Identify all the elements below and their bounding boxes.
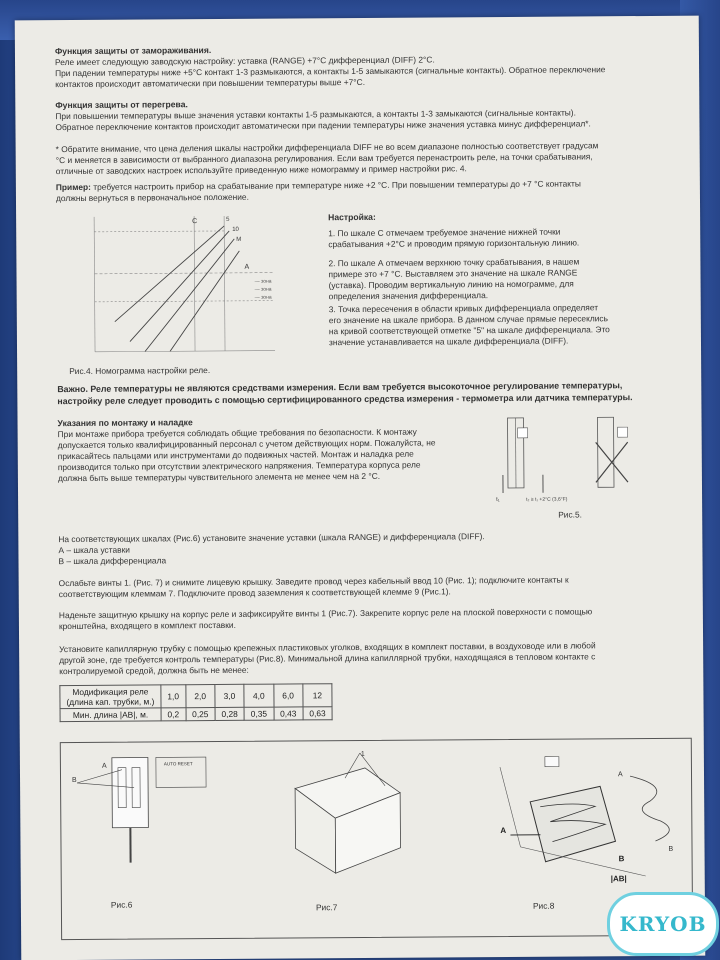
fig4-caption: Рис.4. Номограмма настройки реле.	[69, 365, 211, 377]
fig7-caption: Рис.7	[315, 902, 338, 913]
table-cell: 2,0	[185, 685, 214, 708]
mounting-title: Указания по монтажу и наладке	[57, 417, 193, 429]
table-cell: 0,63	[303, 707, 332, 720]
note-line: * Обратите внимание, что цена деления шкалы настройки дифференциала DIFF не во всем диапазоне полностью соответствует градусам	[55, 140, 599, 155]
capillary-line: Установите капиллярную трубку с помощью крепежных пластиковых уголков, входящих в комплект поставки, в воздуховоде или в любой	[59, 640, 596, 655]
instruction-sheet	[15, 16, 706, 960]
screws-line: соответствующим клеммам 7. Подключите провод заземления к соответствующей клемме 9 (Рис.1).	[58, 586, 451, 600]
fig6-caption: Рис.6	[110, 899, 133, 910]
setup-step2-line: (уставка). Проводим вертикальную линию на номограмме, для	[328, 278, 574, 291]
setup-step3-line: 3. Точка пересечения в области кривых дифференциала определяет	[328, 302, 599, 315]
capillary-line: контролируемой средой, должна быть не менее:	[59, 664, 249, 677]
mounting-figure	[487, 412, 658, 508]
section2-line: При повышении температуры выше значения уставки контакты 1-5 размыкаются, а контакты 1-3 замыкаются (сигнальные контакты).	[55, 107, 576, 122]
nomogram-curve-label: 5	[226, 216, 230, 223]
mounting-line: производится только при отсутствии электрического напряжения. Температура корпуса реле	[57, 459, 421, 473]
cover-line: Наденьте защитную крышку на корпус реле и зафиксируйте винты 1 (Рис.7). Закрепите корпус реле на плоской поверхности с помощью	[58, 606, 593, 621]
fig8-label-a: A	[500, 825, 507, 836]
note-line: °С и меняется в зависимости от выбранного диапазона регулирования. Если вам требуется перенастроить реле, на точки срабатывания,	[55, 151, 593, 166]
section1-line: Реле имеет следующую заводскую настройку: уставка (RANGE) +7°С дифференциал (DIFF) 2°С.	[54, 54, 435, 68]
section2-title: Функция защиты от перегрева.	[55, 99, 188, 111]
table-row	[60, 684, 332, 709]
note-line: отличные от заводских настроек используйте приведенную ниже номограмму и пример настройки рис. 4.	[55, 163, 467, 177]
table-cell: 3,0	[215, 684, 244, 707]
setup-step2-line: примере это +7 °С. Выставляем это значение на шкале RANGE	[328, 267, 578, 280]
important-line: Важно. Реле температуры не являются средствами измерения. Если вам требуется высокоточное регулирование температуры,	[57, 380, 623, 395]
fig8-label-ab: |AB|	[610, 874, 627, 884]
table-cell: 6,0	[273, 684, 302, 707]
table-header-label-line: Модификация реле	[72, 686, 149, 698]
capillary-line: другой зоне, где требуется контроль температуры (Рис.8). Минимальной длина капиллярной трубки, находящаяся в тепловом контакте с	[59, 651, 596, 666]
table-cell: 0,28	[215, 707, 244, 720]
setup-step3-line: значение устанавливается на шкале дифференциала (DIFF).	[328, 335, 569, 348]
example-label: Пример:	[55, 181, 91, 193]
example-line	[56, 178, 581, 193]
nomogram-figure	[74, 210, 305, 362]
setup-title: Настройка:	[328, 211, 376, 223]
scales-line: В – шкала дифференциала	[58, 555, 167, 567]
nomogram-legend-item: — зона	[254, 294, 272, 301]
mounting-line: допускается только квалифицированный персонал с учетом действующих норм. Пожалуйста, не	[57, 437, 436, 451]
nomogram-label-a: A	[244, 263, 250, 271]
fig8-label-a: A	[617, 771, 623, 779]
fig5-label-t1: t₁	[496, 497, 500, 504]
fig6-label-reset: AUTO RESET	[163, 761, 193, 767]
watermark-badge	[607, 892, 719, 956]
scales-line: А – шкала уставки	[58, 544, 130, 556]
mounting-line: прикасайтесь пальцами или инструментами до подвижных частей. Монтаж и наладка реле	[57, 448, 414, 462]
relay-scales-figure	[72, 747, 223, 878]
table-row	[60, 707, 332, 722]
fig5-caption: Рис.5.	[558, 509, 582, 520]
table-cell: 12	[303, 684, 332, 707]
table-cell: 0,25	[186, 708, 215, 721]
section2-line: Обратное переключение контактов происходит автоматически при падении температуры ниже значения уставка минус дифференциал*.	[55, 118, 591, 133]
table-cell: 0,35	[244, 707, 273, 720]
table-cell: 0,43	[274, 707, 303, 720]
nomogram-legend-item: — зона	[254, 286, 272, 293]
fig8-caption: Рис.8	[532, 900, 555, 911]
setup-step2-line: определения значения дифференциала.	[328, 290, 489, 302]
capillary-mount-figure	[480, 746, 681, 897]
fig6-label-a: A	[101, 762, 107, 770]
nomogram-curve-label: M	[236, 236, 242, 243]
section1-line: контактов происходит автоматически при повышении температуры выше +7°С.	[55, 76, 366, 90]
nomogram-legend-item: — зона	[254, 278, 272, 285]
nomogram-curve-label: 10	[232, 226, 239, 233]
section1-title: Функция защиты от замораживания.	[54, 45, 212, 57]
table-row-label: Мин. длина |AB|, м.	[60, 708, 161, 722]
cover-line: кронштейна, входящего в комплект поставки.	[58, 619, 236, 632]
section1-line: При падении температуры ниже +5°С контакт 1-3 размыкаются, а контакты 1-5 замыкаются (сигнальные контакты). Обратное переключение	[55, 64, 606, 79]
table-cell: 4,0	[244, 684, 273, 707]
table-cell: 0,2	[161, 708, 186, 721]
scales-line: На соответствующих шкалах (Рис.6) установите значение уставки (шкала RANGE) и дифференциала (DIFF).	[58, 531, 485, 545]
example-line2: должны вернуться в первоначальное положение.	[55, 191, 249, 204]
screws-line: Ослабьте винты 1. (Рис. 7) и снимите лицевую крышку. Заведите провод через кабельный ввод 10 (Рис. 1); подключите контакты к	[58, 574, 569, 589]
fig6-label-b: B	[72, 776, 77, 785]
setup-step3-line: на кривой соответствующей отметке "5" на шкале дифференциала. Это	[328, 324, 610, 337]
table-cell: 1,0	[161, 685, 186, 708]
fig7-label-1: 1	[360, 750, 365, 759]
nomogram-label-c: C	[192, 218, 198, 226]
fig5-label-t2: t₂ ≥ t₁ +2°C (3,6°F)	[526, 496, 568, 503]
watermark-text: KRYOB	[619, 912, 707, 936]
capillary-length-table	[59, 683, 332, 722]
important-line: настройку реле следует проводить с помощью сертифицированного средства измерения - термометра или датчика температуры.	[57, 392, 633, 407]
setup-step1-line: 1. По шкале С отмечаем требуемое значение нижней точки	[328, 226, 561, 239]
relay-cover-figure	[275, 748, 416, 879]
fig8-label-b: B	[618, 854, 625, 864]
table-header-label-line: (длина кап. трубки, м.)	[66, 696, 155, 708]
table-header-label	[60, 685, 161, 709]
mounting-line: должна быть выше температуры чувствительного элемента не менее чем на 2 °С.	[57, 470, 381, 484]
fig8-label-b: B	[668, 845, 674, 853]
setup-step1-line: срабатывания +2°С и проводим прямую горизонтальную линию.	[328, 237, 580, 250]
mounting-line: При монтаже прибора требуется соблюдать общие требования по безопасности. К монтажу	[57, 426, 417, 440]
setup-step2-line: 2. По шкале А отмечаем верхнюю точку срабатывания, в нашем	[328, 256, 580, 269]
example-text: требуется настроить прибор на срабатывание при температуре ниже +2 °С. При повышении температуры до +7 °С контакты	[90, 178, 581, 192]
setup-step3-line: его значение на шкале прибора. В данном случае прямые пересеклись	[328, 313, 608, 326]
